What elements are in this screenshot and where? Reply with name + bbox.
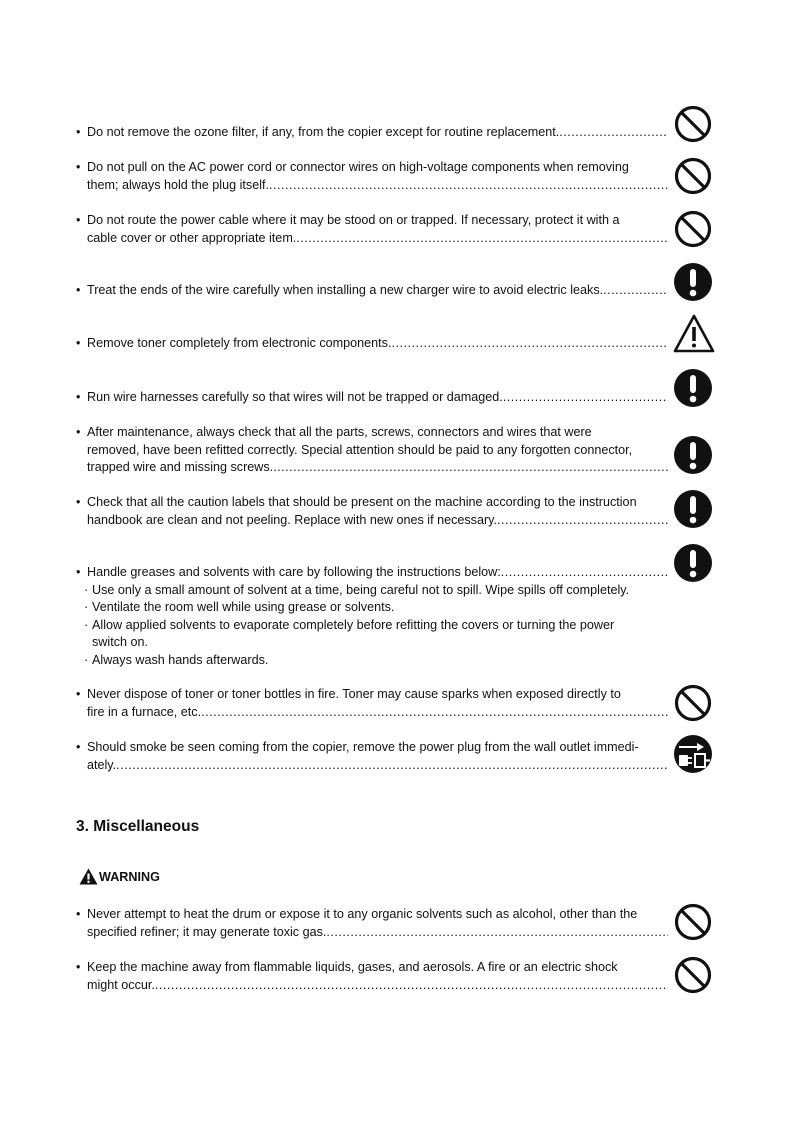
item-text: handbook are clean and not peeling. Replace with new ones if necessary. [87,512,498,527]
mandatory-action-icon [673,435,713,475]
safety-item-after-maintenance [76,424,668,477]
item-text: Do not route the power cable where it may be stood on or trapped. If necessary, protect it with a [87,213,620,227]
bullet: • [76,213,81,227]
warning-text: WARNING [99,869,160,884]
prohibition-icon [673,955,713,995]
leader-dots [497,512,668,530]
prohibition-icon [673,209,713,249]
leader-dots [269,177,668,195]
item-text: them; always hold the plug itself. [87,177,270,192]
section-title: 3. Miscellaneous [76,818,200,835]
item-text: Handle greases and solvents with care by following the instructions below: [87,565,501,579]
safety-item-power-cable-route [76,212,668,247]
warning-label [79,868,160,885]
item-text: Run wire harnesses carefully so that wires will not be trapped or damaged. [87,390,503,404]
safety-item-toner-fire [76,686,668,721]
item-text: specified refiner; it may generate toxic gas. [87,924,327,939]
bullet: • [76,283,81,297]
leader-dots [391,335,668,353]
item-text: cable cover or other appropriate item. [87,230,297,245]
leader-dots [503,389,668,407]
bullet: • [76,425,81,439]
item-text: Check that all the caution labels that should be present on the machine according to the instruction [87,495,637,509]
sub-item: · Use only a small amount of solvent at a time, being careful not to spill. Wipe spills off completely. [84,582,630,597]
leader-dots [501,564,668,582]
bullet: • [76,740,81,754]
prohibition-icon [673,683,713,723]
item-text: After maintenance, always check that all the parts, screws, connectors and wires that were [87,425,592,439]
leader-dots [116,757,668,775]
bullet: • [76,565,81,579]
item-text: removed, have been refitted correctly. Special attention should be paid to any forgotten connector, [87,442,633,457]
item-text: ately. [87,757,117,772]
prohibition-icon [673,104,713,144]
prohibition-icon [673,156,713,196]
leader-dots [155,977,668,995]
sub-item: · Allow applied solvents to evaporate completely before refitting the covers or turning the power switch on. [84,617,615,649]
safety-item-greases-solvents [76,564,668,669]
sub-item: · Ventilate the room well while using grease or solvents. [84,600,395,614]
bullet: • [76,336,81,350]
item-text: Never attempt to heat the drum or expose it to any organic solvents such as alcohol, other than the [87,907,638,921]
item-text: might occur. [87,977,155,992]
bullet: • [76,907,81,921]
bullet: • [76,687,81,701]
leader-dots [201,704,668,722]
item-text: Should smoke be seen coming from the copier, remove the power plug from the wall outlet immedi- [87,740,639,754]
item-text: Do not remove the ozone filter, if any, from the copier except for routine replacement. [87,125,560,139]
warning-triangle-icon [79,868,98,885]
unplug-power-icon [673,734,713,774]
safety-item-drum-heat [76,906,668,941]
mandatory-action-icon [673,368,713,408]
item-text: Treat the ends of the wire carefully when installing a new charger wire to avoid electric leaks. [87,283,604,297]
item-text: Remove toner completely from electronic components. [87,336,392,350]
mandatory-action-icon [673,543,713,583]
safety-item-smoke [76,739,668,774]
safety-item-flammable [76,959,668,994]
safety-item-ac-power-cord [76,159,668,194]
mandatory-action-icon [673,489,713,529]
bullet: • [76,960,81,974]
bullet: • [76,125,81,139]
mandatory-action-icon [673,262,713,302]
safety-item-charger-wire [76,282,668,300]
bullet: • [76,495,81,509]
sub-item: · Always wash hands afterwards. [84,652,269,667]
safety-item-wire-harnesses [76,389,668,407]
item-text: fire in a furnace, etc. [87,704,202,719]
item-text: Do not pull on the AC power cord or connector wires on high-voltage components when removing [87,160,629,174]
leader-dots [273,459,668,477]
item-text: Keep the machine away from flammable liquids, gases, and aerosols. A fire or an electric shock [87,960,618,974]
bullet: • [76,160,81,174]
item-text: Never dispose of toner or toner bottles in fire. Toner may cause sparks when exposed directly to [87,687,621,701]
leader-dots [559,124,668,142]
bullet: • [76,390,81,404]
safety-item-remove-toner [76,335,668,353]
leader-dots [603,282,668,300]
safety-item-caution-labels [76,494,668,529]
safety-item-ozone-filter [76,124,668,142]
leader-dots [296,230,668,248]
item-text: trapped wire and missing screws. [87,460,274,474]
caution-triangle-icon [673,314,713,354]
leader-dots [326,924,668,942]
prohibition-icon [673,902,713,942]
sub-list [76,582,668,670]
